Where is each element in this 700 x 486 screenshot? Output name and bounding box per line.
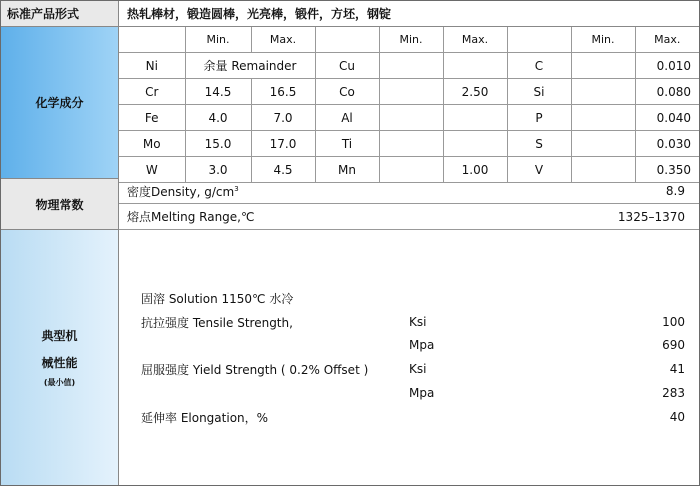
chemical-composition-label-text: 化学成分 xyxy=(35,96,84,110)
value-cell: 1.00 xyxy=(443,157,507,183)
value-cell: 3.0 xyxy=(185,157,251,183)
header-cell: Max. xyxy=(635,27,699,53)
yield-mpa-value: 283 xyxy=(662,386,685,400)
header-cell: Min. xyxy=(379,27,443,53)
yield-ksi-value: 41 xyxy=(669,362,685,376)
tensile-label: 抗拉强度 Tensile Strength, xyxy=(141,315,293,330)
yield-ksi-row xyxy=(119,358,699,380)
element-cell: P xyxy=(507,105,571,131)
header-cell: Max. xyxy=(443,27,507,53)
chemical-composition-table xyxy=(119,27,699,183)
value-cell: 0.030 xyxy=(635,131,699,157)
value-cell xyxy=(443,131,507,157)
header-cell: Min. xyxy=(185,27,251,53)
value-cell xyxy=(571,131,635,157)
header-cell xyxy=(507,27,571,53)
element-cell: C xyxy=(507,53,571,79)
element-cell: Mn xyxy=(315,157,379,183)
value-cell: 0.080 xyxy=(635,79,699,105)
value-cell xyxy=(443,53,507,79)
value-cell xyxy=(379,131,443,157)
value-cell: 17.0 xyxy=(251,131,315,157)
element-cell: Ni xyxy=(119,53,185,79)
element-cell: Cr xyxy=(119,79,185,105)
yield-ksi-unit: Ksi xyxy=(409,362,427,376)
density-value: 8.9 xyxy=(665,184,685,198)
tensile-ksi-row xyxy=(119,311,699,333)
tensile-mpa-unit: Mpa xyxy=(409,338,435,352)
product-forms-value: 热轧棒材，锻造圆棒，光亮棒，锻件，方坯，钢锭 xyxy=(119,1,699,27)
table-row xyxy=(119,105,699,131)
table-row xyxy=(119,53,699,79)
header-cell: Max. xyxy=(251,27,315,53)
chemical-composition-label xyxy=(1,27,119,179)
value-cell: 0.350 xyxy=(635,157,699,183)
value-cell: 4.0 xyxy=(185,105,251,131)
value-cell xyxy=(571,53,635,79)
value-cell: 7.0 xyxy=(251,105,315,131)
melting-range-row xyxy=(119,204,699,230)
mechanical-label-note: (最小值) xyxy=(43,378,76,387)
element-cell: S xyxy=(507,131,571,157)
element-cell: W xyxy=(119,157,185,183)
header-cell xyxy=(119,27,185,53)
value-cell xyxy=(379,79,443,105)
yield-mpa-unit: Mpa xyxy=(409,386,435,400)
table-header-row xyxy=(119,27,699,53)
value-cell: 14.5 xyxy=(185,79,251,105)
mechanical-properties-panel xyxy=(119,230,699,485)
yield-mpa-row xyxy=(119,382,699,404)
mechanical-label-line2: 械性能 xyxy=(41,356,78,370)
element-cell: Co xyxy=(315,79,379,105)
melting-range-label: 熔点Melting Range,℃ xyxy=(127,210,255,224)
solution-row xyxy=(119,287,699,309)
value-cell xyxy=(443,105,507,131)
value-cell: 4.5 xyxy=(251,157,315,183)
physical-constants-label xyxy=(1,179,119,230)
tensile-ksi-unit: Ksi xyxy=(409,315,427,329)
value-cell: 16.5 xyxy=(251,79,315,105)
yield-label: 屈服强度 Yield Strength ( 0.2% Offset ) xyxy=(141,362,369,377)
melting-range-value: 1325–1370 xyxy=(617,209,685,224)
elongation-row xyxy=(119,406,699,428)
density-label: 密度Density, $g/cm^3$ xyxy=(127,184,239,199)
element-cell: Si xyxy=(507,79,571,105)
table-row xyxy=(119,79,699,105)
element-cell: Mo xyxy=(119,131,185,157)
element-cell: Ti xyxy=(315,131,379,157)
elongation-label: 延伸率 Elongation，% xyxy=(141,410,269,425)
tensile-mpa-value: 690 xyxy=(662,338,685,352)
value-cell xyxy=(571,105,635,131)
element-cell: Al xyxy=(315,105,379,131)
header-cell: Min. xyxy=(571,27,635,53)
value-cell: 余量 Remainder xyxy=(185,53,315,79)
tensile-mpa-row xyxy=(119,334,699,356)
value-cell: 0.040 xyxy=(635,105,699,131)
value-cell xyxy=(571,79,635,105)
density-superscript: 3 xyxy=(234,184,239,193)
physical-constants-label-text: 物理常数 xyxy=(35,197,84,212)
solution-text: 固溶 Solution 1150℃ 水冷 xyxy=(141,291,294,306)
mechanical-label-line1: 典型机 xyxy=(41,329,78,343)
mechanical-properties-label xyxy=(1,230,119,485)
table-row xyxy=(119,131,699,157)
elongation-value: 40 xyxy=(669,410,685,424)
density-row xyxy=(119,179,699,204)
product-forms-label: 标准产品形式 xyxy=(1,1,119,27)
value-cell: 0.010 xyxy=(635,53,699,79)
header-cell xyxy=(315,27,379,53)
value-cell: 2.50 xyxy=(443,79,507,105)
element-cell: Cu xyxy=(315,53,379,79)
value-cell xyxy=(379,105,443,131)
tensile-ksi-value: 100 xyxy=(662,315,685,329)
value-cell xyxy=(379,53,443,79)
value-cell: 15.0 xyxy=(185,131,251,157)
element-cell: Fe xyxy=(119,105,185,131)
element-cell: V xyxy=(507,157,571,183)
